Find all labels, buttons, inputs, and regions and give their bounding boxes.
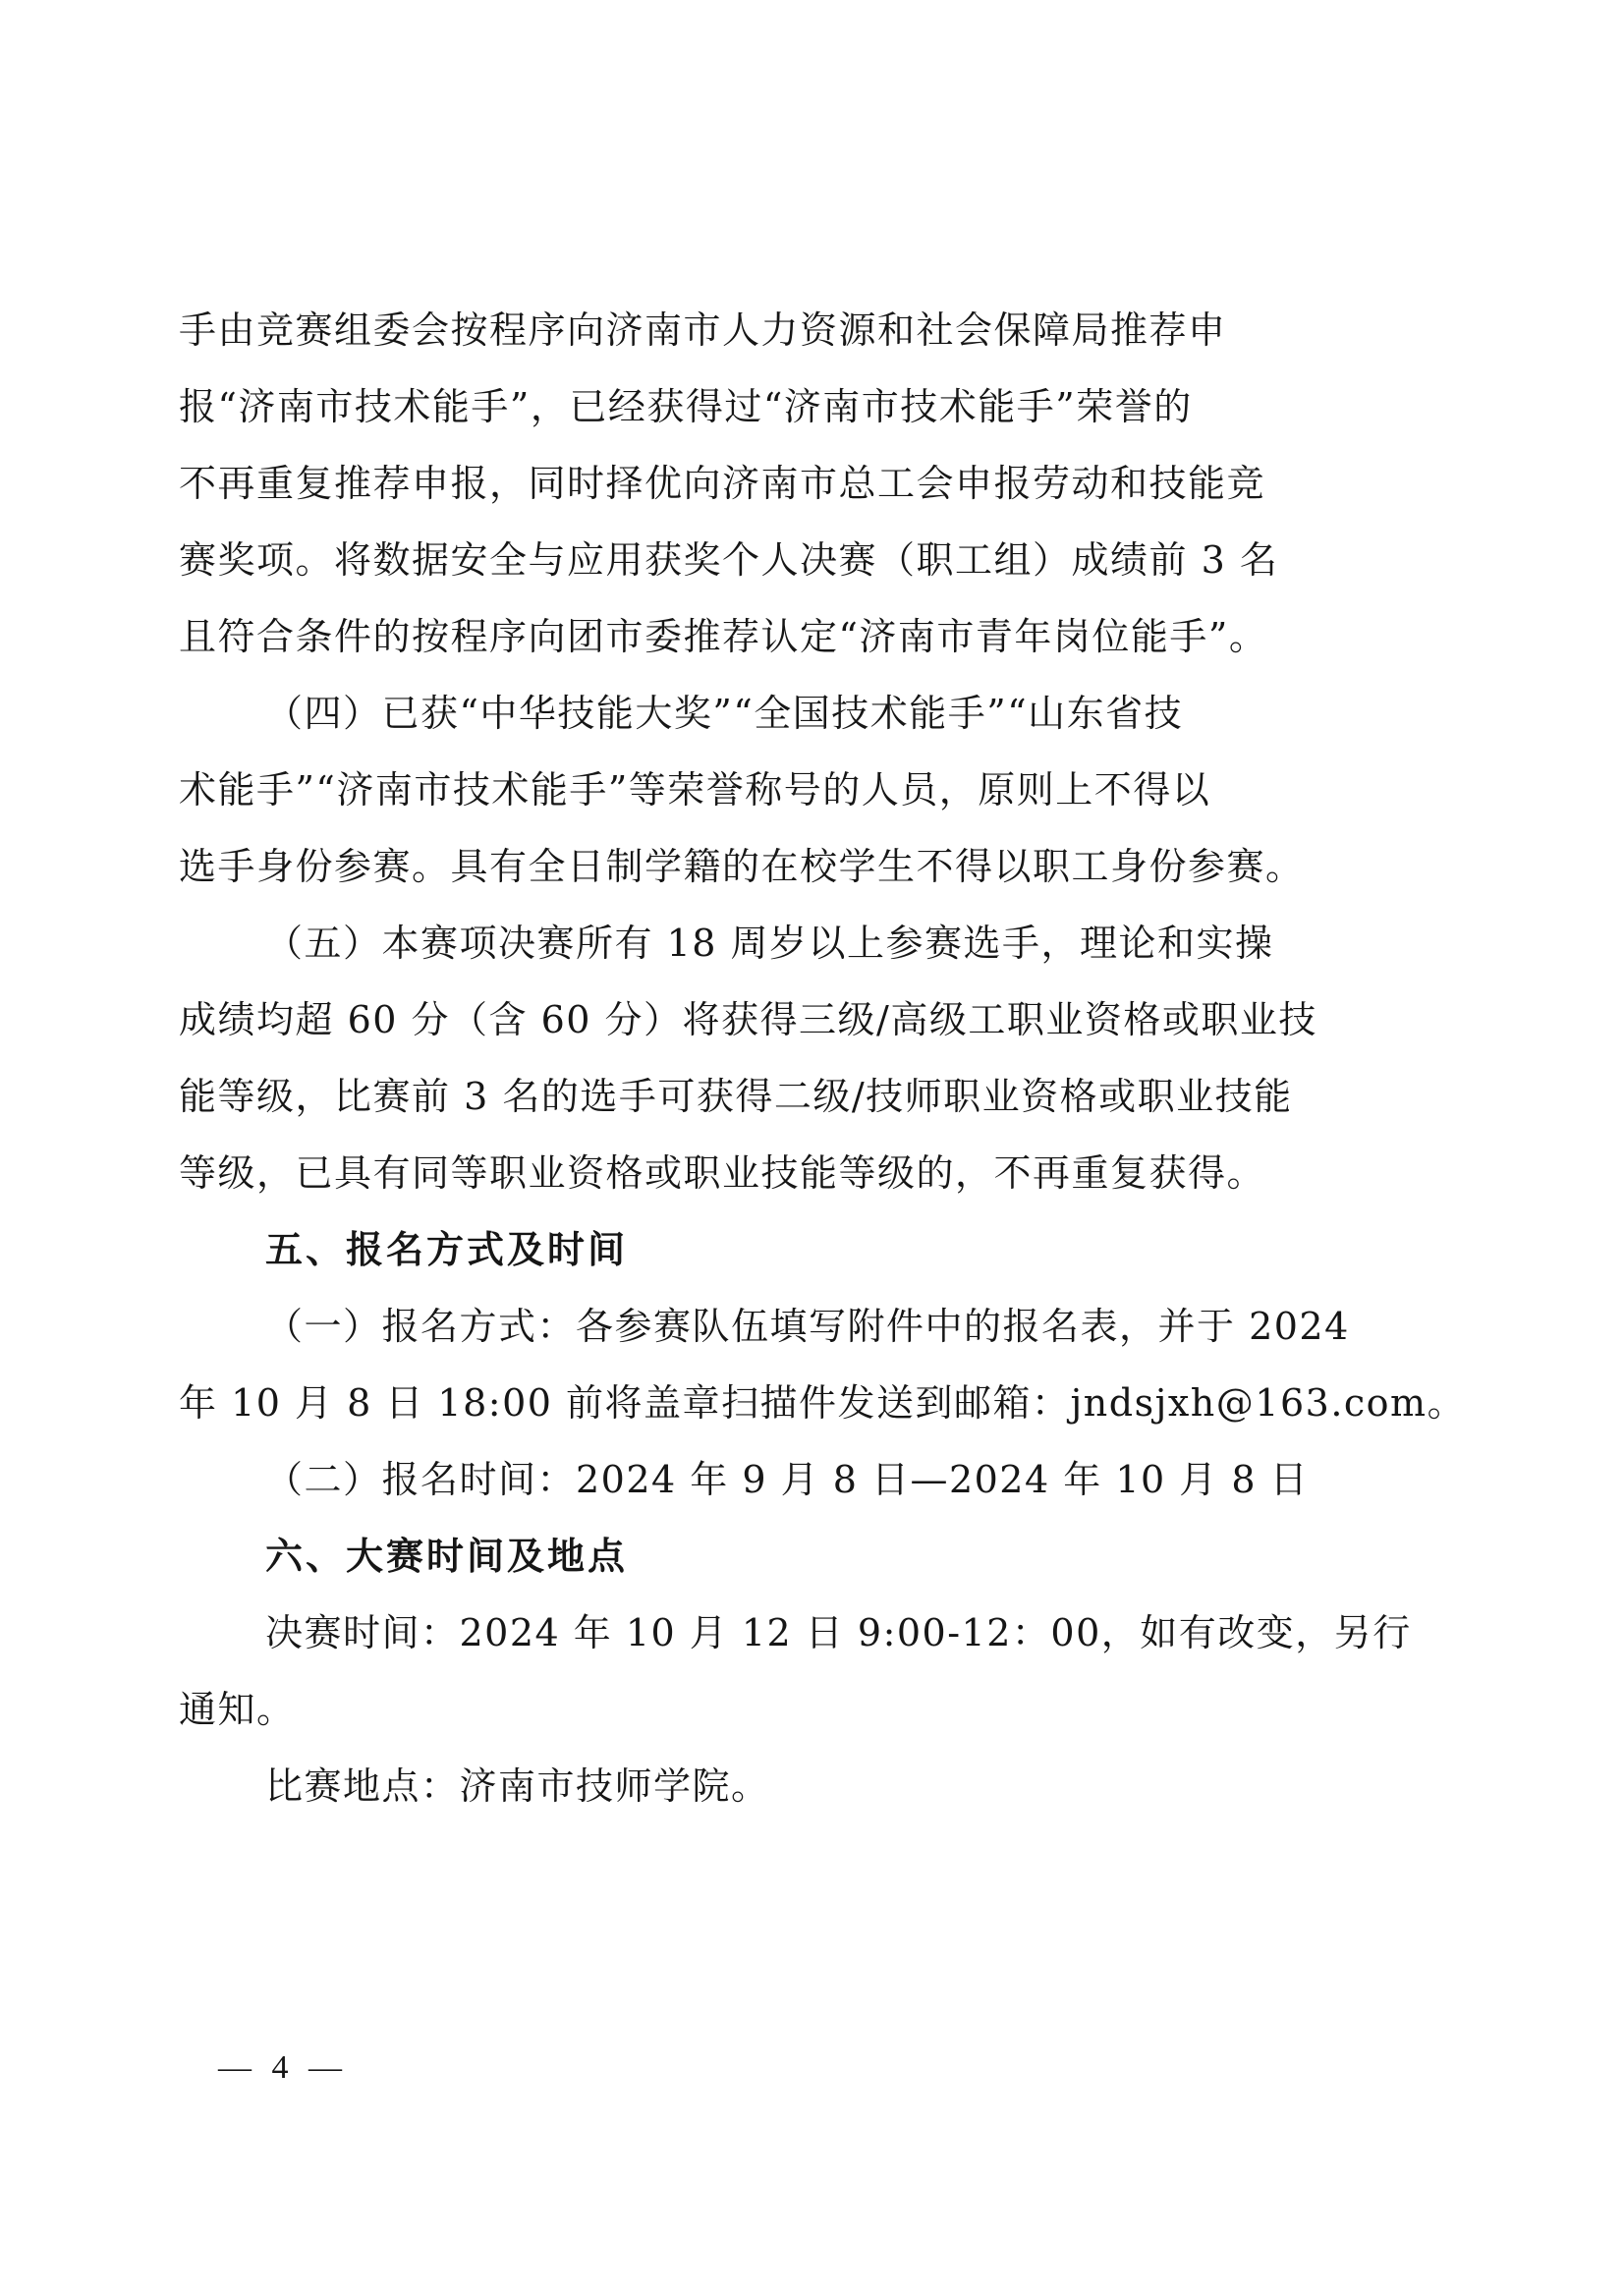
body-text-line: （四）已获“中华技能大奖”“全国技术能手”“山东省技 xyxy=(265,692,1184,735)
body-text-line: 通知。 xyxy=(179,1688,296,1731)
section-heading: 六、大赛时间及地点 xyxy=(265,1535,629,1578)
body-text-line: （一）报名方式：各参赛队伍填写附件中的报名表，并于 2024 xyxy=(265,1305,1350,1348)
body-text-line: 不再重复推荐申报，同时择优向济南市总工会申报劳动和技能竞 xyxy=(179,462,1266,505)
body-text-line: 选手身份参赛。具有全日制学籍的在校学生不得以职工身份参赛。 xyxy=(179,845,1305,888)
body-text-line: 年 10 月 8 日 18:00 前将盖章扫描件发送到邮箱：jndsjxh@163.com。 xyxy=(179,1381,1467,1425)
body-text-line: 等级，已具有同等职业资格或职业技能等级的，不再重复获得。 xyxy=(179,1151,1266,1195)
body-text-line: 能等级，比赛前 3 名的选手可获得二级/技师职业资格或职业技能 xyxy=(179,1075,1293,1118)
body-text-line: 成绩均超 60 分（含 60 分）将获得三级/高级工职业资格或职业技 xyxy=(179,998,1317,1041)
body-text-line: 赛奖项。将数据安全与应用获奖个人决赛（职工组）成绩前 3 名 xyxy=(179,538,1279,582)
body-text-line: （五）本赛项决赛所有 18 周岁以上参赛选手，理论和实操 xyxy=(265,922,1274,965)
body-text-line: 比赛地点：济南市技师学院。 xyxy=(265,1764,770,1808)
body-text-line: 且符合条件的按程序向团市委推荐认定“济南市青年岗位能手”。 xyxy=(179,615,1268,658)
body-text-line: 报“济南市技术能手”，已经获得过“济南市技术能手”荣誉的 xyxy=(179,385,1193,428)
section-heading: 五、报名方式及时间 xyxy=(265,1228,629,1271)
body-text-line: 手由竞赛组委会按程序向济南市人力资源和社会保障局推荐申 xyxy=(179,308,1227,352)
body-text-line: （二）报名时间：2024 年 9 月 8 日—2024 年 10 月 8 日 xyxy=(265,1458,1310,1501)
body-text-line: 术能手”“济南市技术能手”等荣誉称号的人员，原则上不得以 xyxy=(179,768,1211,812)
page-number: — 4 — xyxy=(218,2049,348,2086)
body-text-line: 决赛时间：2024 年 10 月 12 日 9:00-12：00，如有改变，另行 xyxy=(265,1611,1412,1654)
